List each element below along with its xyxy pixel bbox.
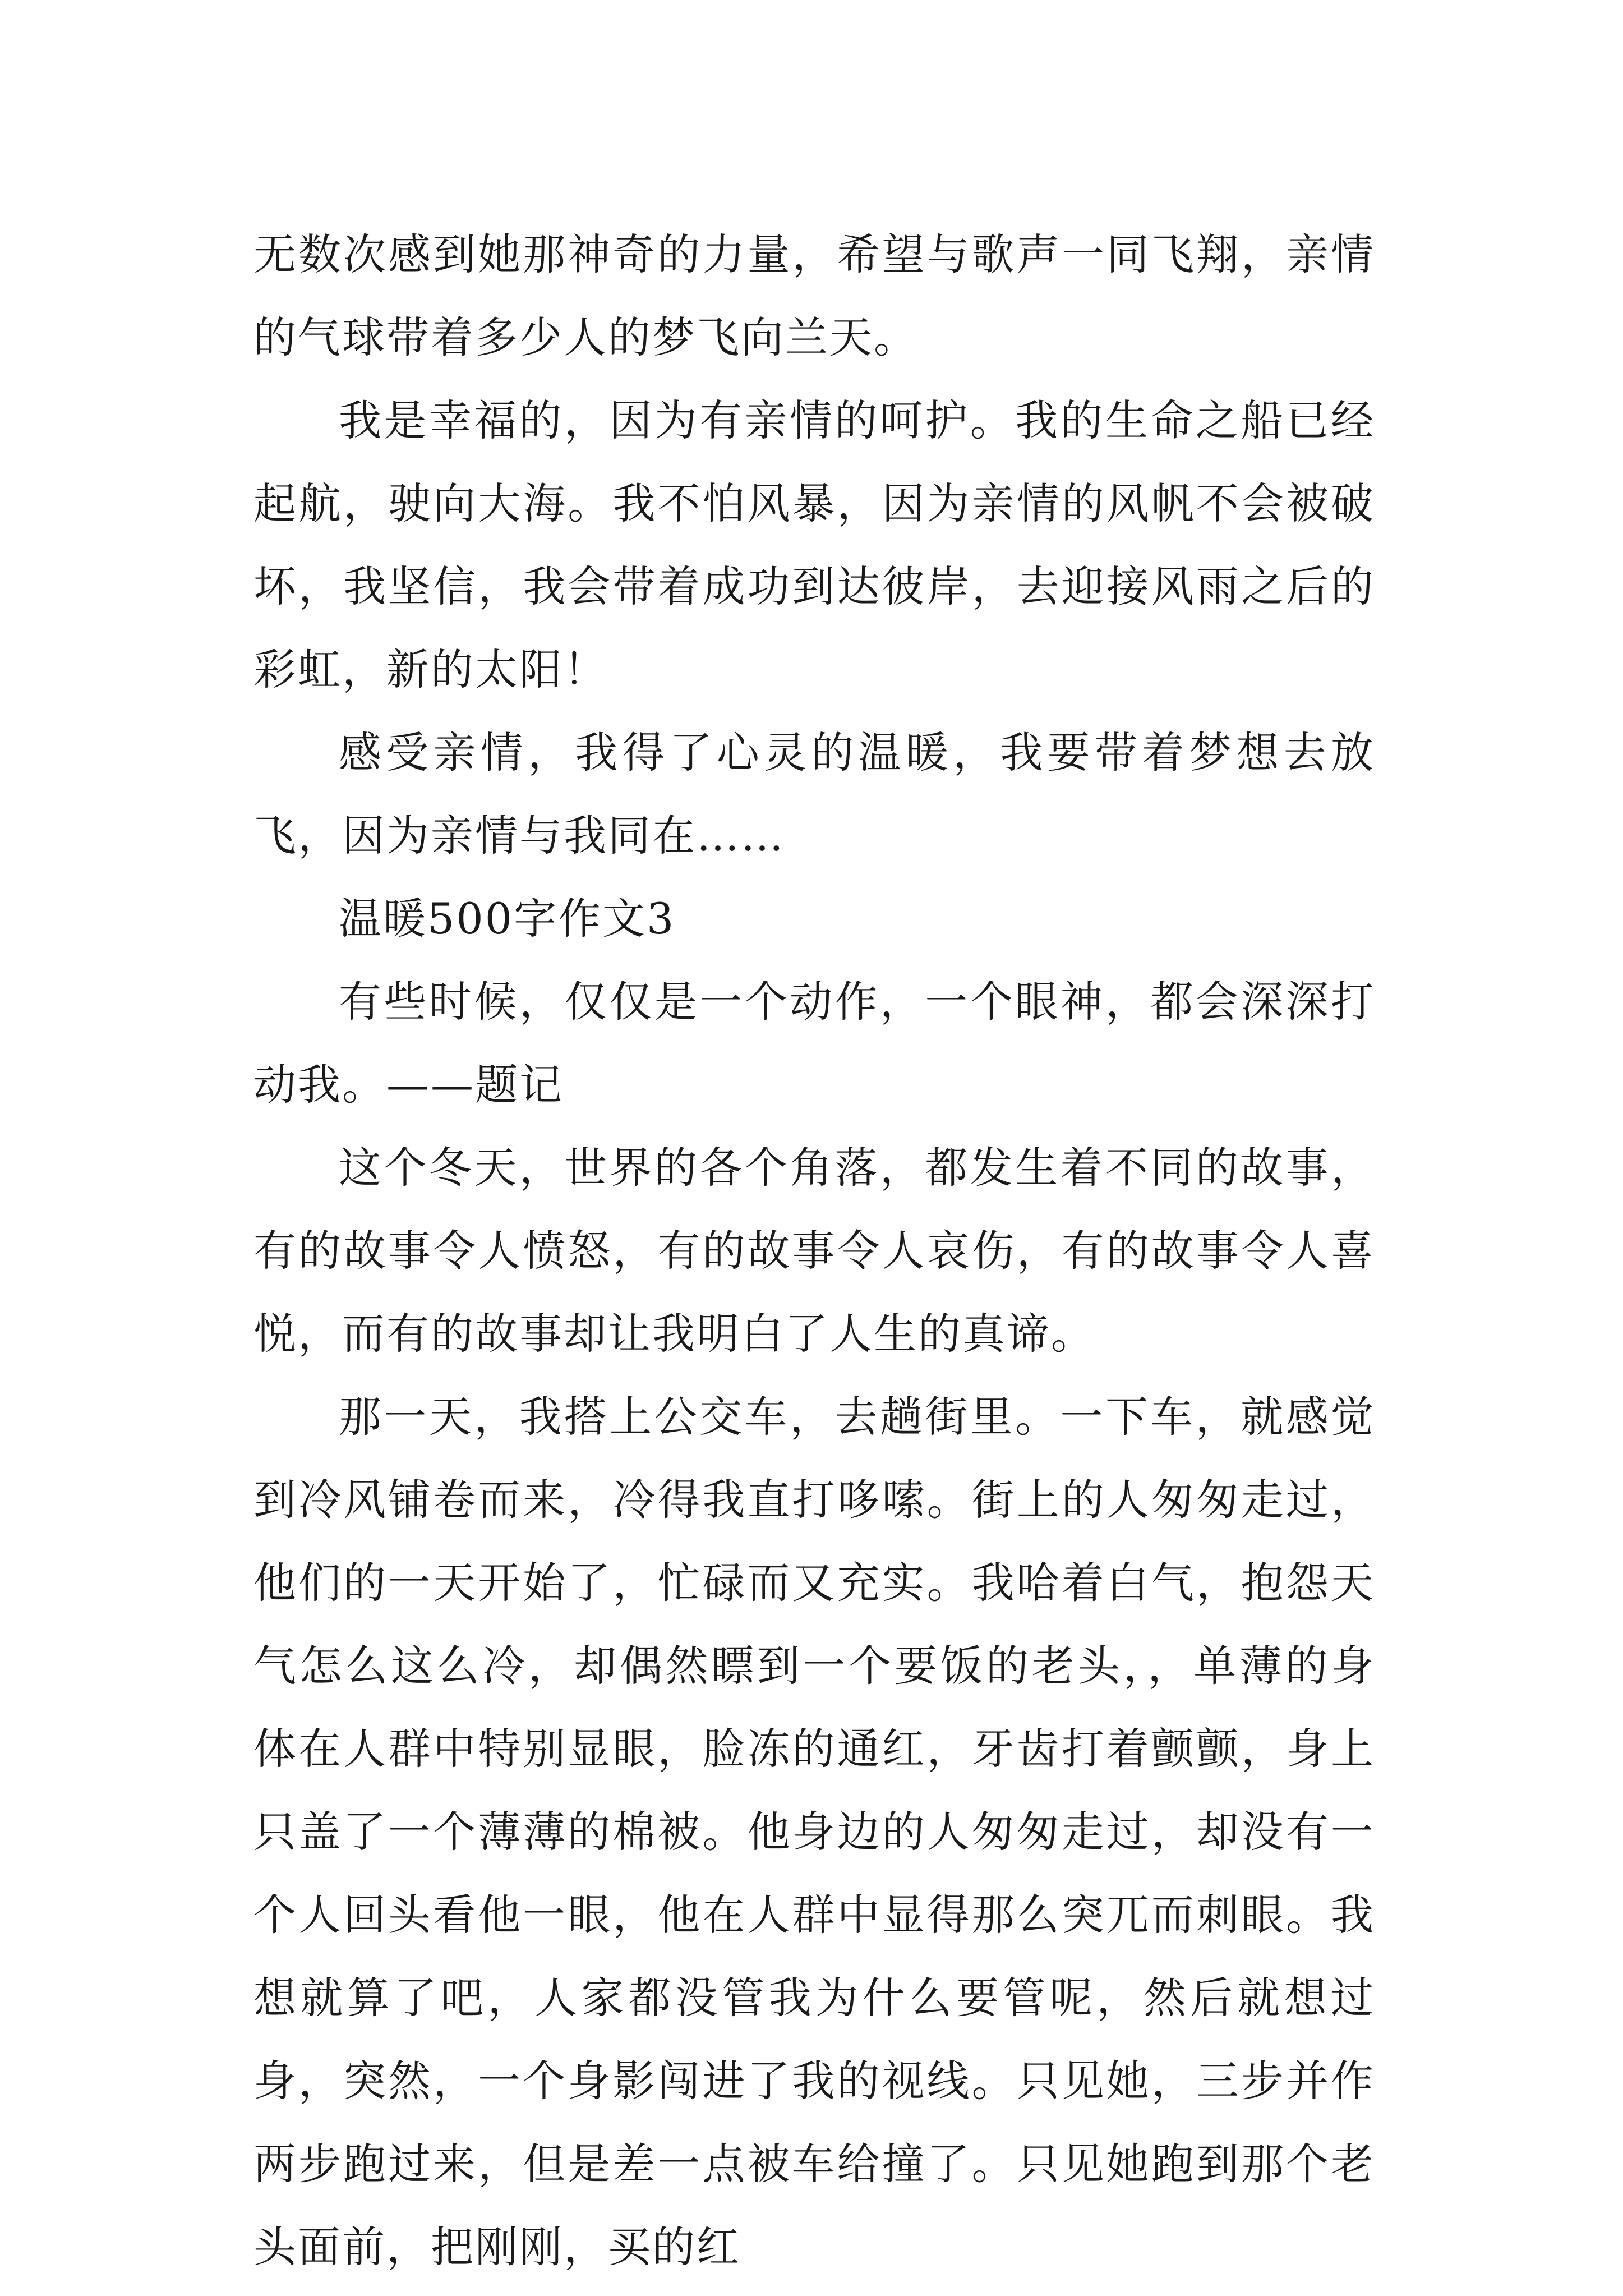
paragraph-feel-family: 感受亲情，我得了心灵的温暖，我要带着梦想去放飞，因为亲情与我同在…… — [253, 728, 1375, 861]
paragraph-bus-story: 那一天，我搭上公交车，去趟街里。一下车，就感觉到冷风铺卷而来，冷得我直打哆嗦。街上的人匆匆走过，他们的一天开始了，忙碌而又充实。我哈着白气，抱怨天气怎么这么冷，却偶然瞟到一个要饭的老头，，单薄的身体在人群中特别显眼，脸冻的通红，牙齿打着颤颤，身上只盖了一个薄薄的棉被。他身边的人匆匆走过，却没有一个人回头看他一眼，他在人群中显得那么突兀而刺眼。我想就算了吧，人家都没管我为什么要管呢，然后就想过身，突然，一个身影闯进了我的视线。只见她，三步并作两步跑过来，但是差一点被车给撞了。只见她跑到那个老头面前，把刚刚，买的红 — [253, 1392, 1375, 2272]
essay-title: 温暖500字作文3 — [339, 894, 676, 944]
paragraph-epigraph: 有些时候，仅仅是一个动作，一个眼神，都会深深打动我。——题记 — [253, 977, 1375, 1110]
paragraph-winter-stories: 这个冬天，世界的各个角落，都发生着不同的故事，有的故事令人愤怒，有的故事令人哀伤，有的故事令人喜悦，而有的故事却让我明白了人生的真谛。 — [253, 1143, 1375, 1359]
document-body — [253, 213, 1375, 2289]
paragraph-happiness: 我是幸福的，因为有亲情的呵护。我的生命之船已经起航，驶向大海。我不怕风暴，因为亲情的风帆不会被破坏，我坚信，我会带着成功到达彼岸，去迎接风雨之后的彩虹，新的太阳！ — [253, 395, 1375, 694]
paragraph-family-balloon: 无数次感到她那神奇的力量，希望与歌声一同飞翔，亲情的气球带着多少人的梦飞向兰天。 — [253, 229, 1375, 362]
